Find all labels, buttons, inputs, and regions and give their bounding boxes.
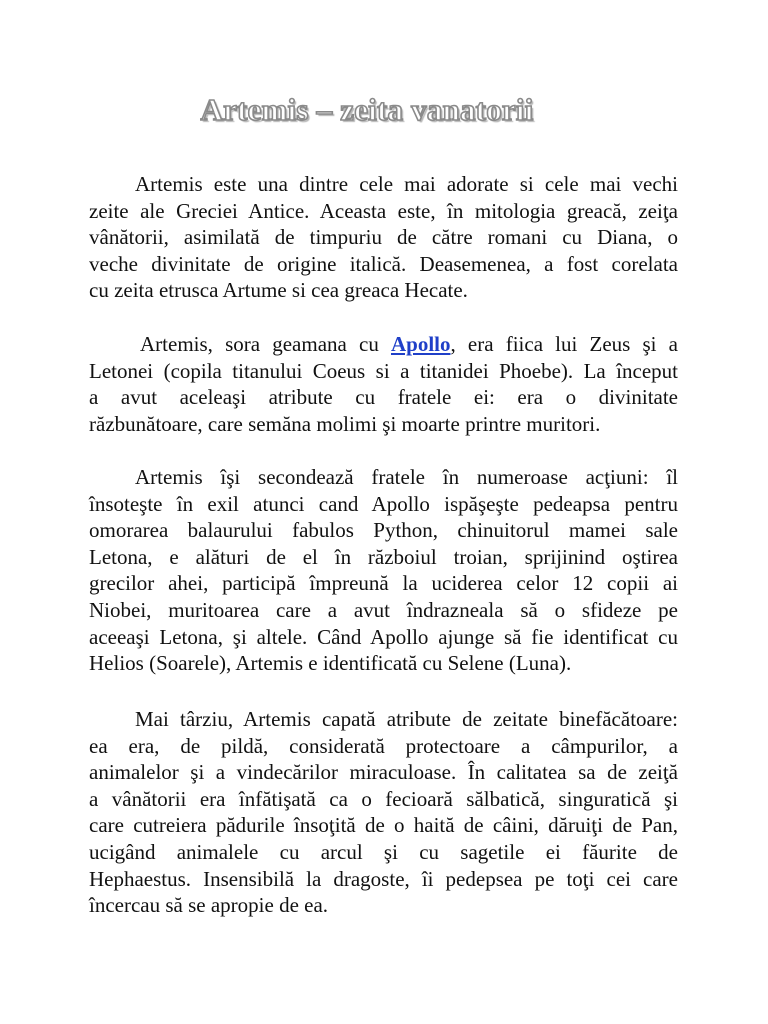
- document-title: Artemis – zeita vanatorii: [200, 92, 534, 127]
- text-segment: Artemis, sora geamana cu: [140, 332, 391, 356]
- text-line: încercau să se apropie de ea.: [89, 893, 329, 918]
- text-line: animalelor şi a vindecărilor miraculoase. În calitatea sa de zeiţă: [89, 760, 678, 785]
- text-segment: , era fiica lui Zeus şi a: [450, 332, 678, 356]
- text-line: a avut aceleaşi atribute cu fratele ei: era o divinitate: [89, 385, 678, 410]
- text-line: Hephaestus. Insensibilă la dragoste, îi pedepsea pe toţi cei care: [89, 866, 678, 891]
- text-line: însoteşte în exil atunci cand Apollo ispăşeşte pedeapsa pentru: [89, 491, 678, 516]
- text-line: Artemis este una dintre cele mai adorate si cele mai vechi: [135, 172, 678, 196]
- text-line: aceeaşi Letona, şi altele. Când Apollo ajunge să fie identificat cu: [89, 624, 678, 649]
- text-line: Helios (Soarele), Artemis e identificată cu Selene (Luna).: [89, 651, 572, 676]
- text-line: Letonei (copila titanului Coeus si a titanidei Phoebe). La început: [89, 358, 678, 383]
- paragraph-1: [89, 171, 678, 304]
- text-line: Artemis îşi secondează fratele în numeroase acţiuni: îl: [135, 465, 678, 489]
- text-line: răzbunătoare, care semăna molimi şi moarte printre muritori.: [89, 411, 601, 436]
- paragraph-2: [89, 331, 678, 437]
- paragraph-3: [89, 464, 678, 677]
- text-line: ucigând animalele cu arcul şi cu sagetile ei făurite de: [89, 839, 678, 864]
- apollo-link[interactable]: Apollo: [390, 332, 451, 356]
- text-line: veche divinitate de origine italică. Deasemenea, a fost corelata: [89, 251, 678, 276]
- text-line: Mai târziu, Artemis capată atribute de zeitate binefăcătoare:: [135, 707, 678, 731]
- text-line: grecilor ahei, participă împreună la uciderea celor 12 copii ai: [89, 571, 678, 596]
- text-line-with-link: [89, 331, 678, 358]
- text-line: Letona, e alături de el în războiul troian, sprijinind oştirea: [89, 544, 678, 569]
- paragraph-4: [89, 706, 678, 919]
- text-line: vânătorii, asimilată de timpuriu de către romani cu Diana, o: [89, 225, 678, 250]
- text-line: omorarea balaurului fabulos Python, chinuitorul mamei sale: [89, 518, 678, 543]
- text-line: Niobei, muritoarea care a avut îndrazneala să o sfideze pe: [89, 597, 678, 622]
- text-line: care cutreiera pădurile însoţită de o haită de câini, dăruiţi de Pan,: [89, 813, 678, 838]
- text-line: a vânătorii era înfătişată ca o fecioară sălbatică, singuratică şi: [89, 786, 678, 811]
- text-line: cu zeita etrusca Artume si cea greaca Hecate.: [89, 278, 468, 303]
- text-line: zeite ale Greciei Antice. Aceasta este, în mitologia greacă, zeiţa: [89, 198, 678, 223]
- text-line: ea era, de pildă, considerată protectoare a câmpurilor, a: [89, 733, 678, 758]
